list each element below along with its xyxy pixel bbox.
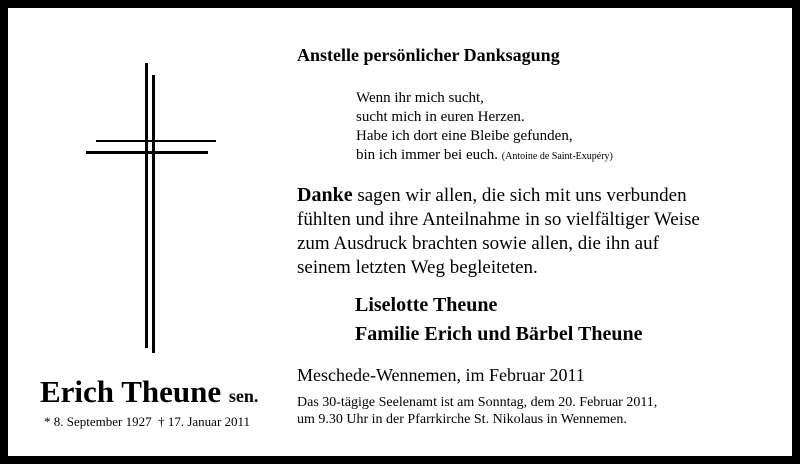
thanks-line: [297, 183, 777, 208]
poem: [356, 89, 613, 166]
signatory-name: Liselotte Theune: [355, 294, 498, 316]
death-date: † 17. Januar 2011: [158, 414, 251, 429]
poem-attribution: (Antoine de Saint-Exupéry): [501, 151, 613, 162]
thanks-line: seinem letzten Weg begleiteten.: [297, 257, 538, 278]
service-line: um 9.30 Uhr in der Pfarrkirche St. Nikolaus in Wennemen.: [297, 412, 627, 427]
signatories: [355, 291, 642, 349]
life-dates: [44, 414, 294, 430]
deceased-name-suffix: sen.: [228, 386, 259, 406]
thanks-line: fühlten und ihre Anteilnahme in so vielfältiger Weise: [297, 209, 700, 230]
thanks-line: zum Ausdruck brachten sowie allen, die ihn auf: [297, 233, 659, 254]
memorial-service-info: [297, 394, 657, 428]
service-line: Das 30-tägige Seelenamt ist am Sonntag, dem 20. Februar 2011,: [297, 395, 658, 410]
poem-line: sucht mich in euren Herzen.: [356, 109, 525, 125]
poem-line: Habe ich dort eine Bleibe gefunden,: [356, 128, 573, 144]
deceased-name: [40, 375, 300, 413]
thanks-paragraph: [297, 183, 777, 280]
birth-date: * 8. September 1927: [44, 414, 152, 429]
poem-line-last: [356, 146, 613, 166]
notice-heading: Anstelle persönlicher Danksagung: [297, 45, 560, 65]
place-date: Meschede-Wennemen, im Februar 2011: [297, 365, 585, 385]
poem-line-text: bin ich immer bei euch.: [356, 147, 499, 163]
poem-line: Wenn ihr mich sucht,: [356, 90, 484, 106]
thanks-line-rest: sagen wir allen, die sich mit uns verbunden: [352, 185, 687, 206]
deceased-name-text: Erich Theune: [40, 374, 222, 409]
signatory-name: Familie Erich und Bärbel Theune: [355, 323, 643, 345]
thanks-lead-word: Danke: [297, 184, 353, 206]
